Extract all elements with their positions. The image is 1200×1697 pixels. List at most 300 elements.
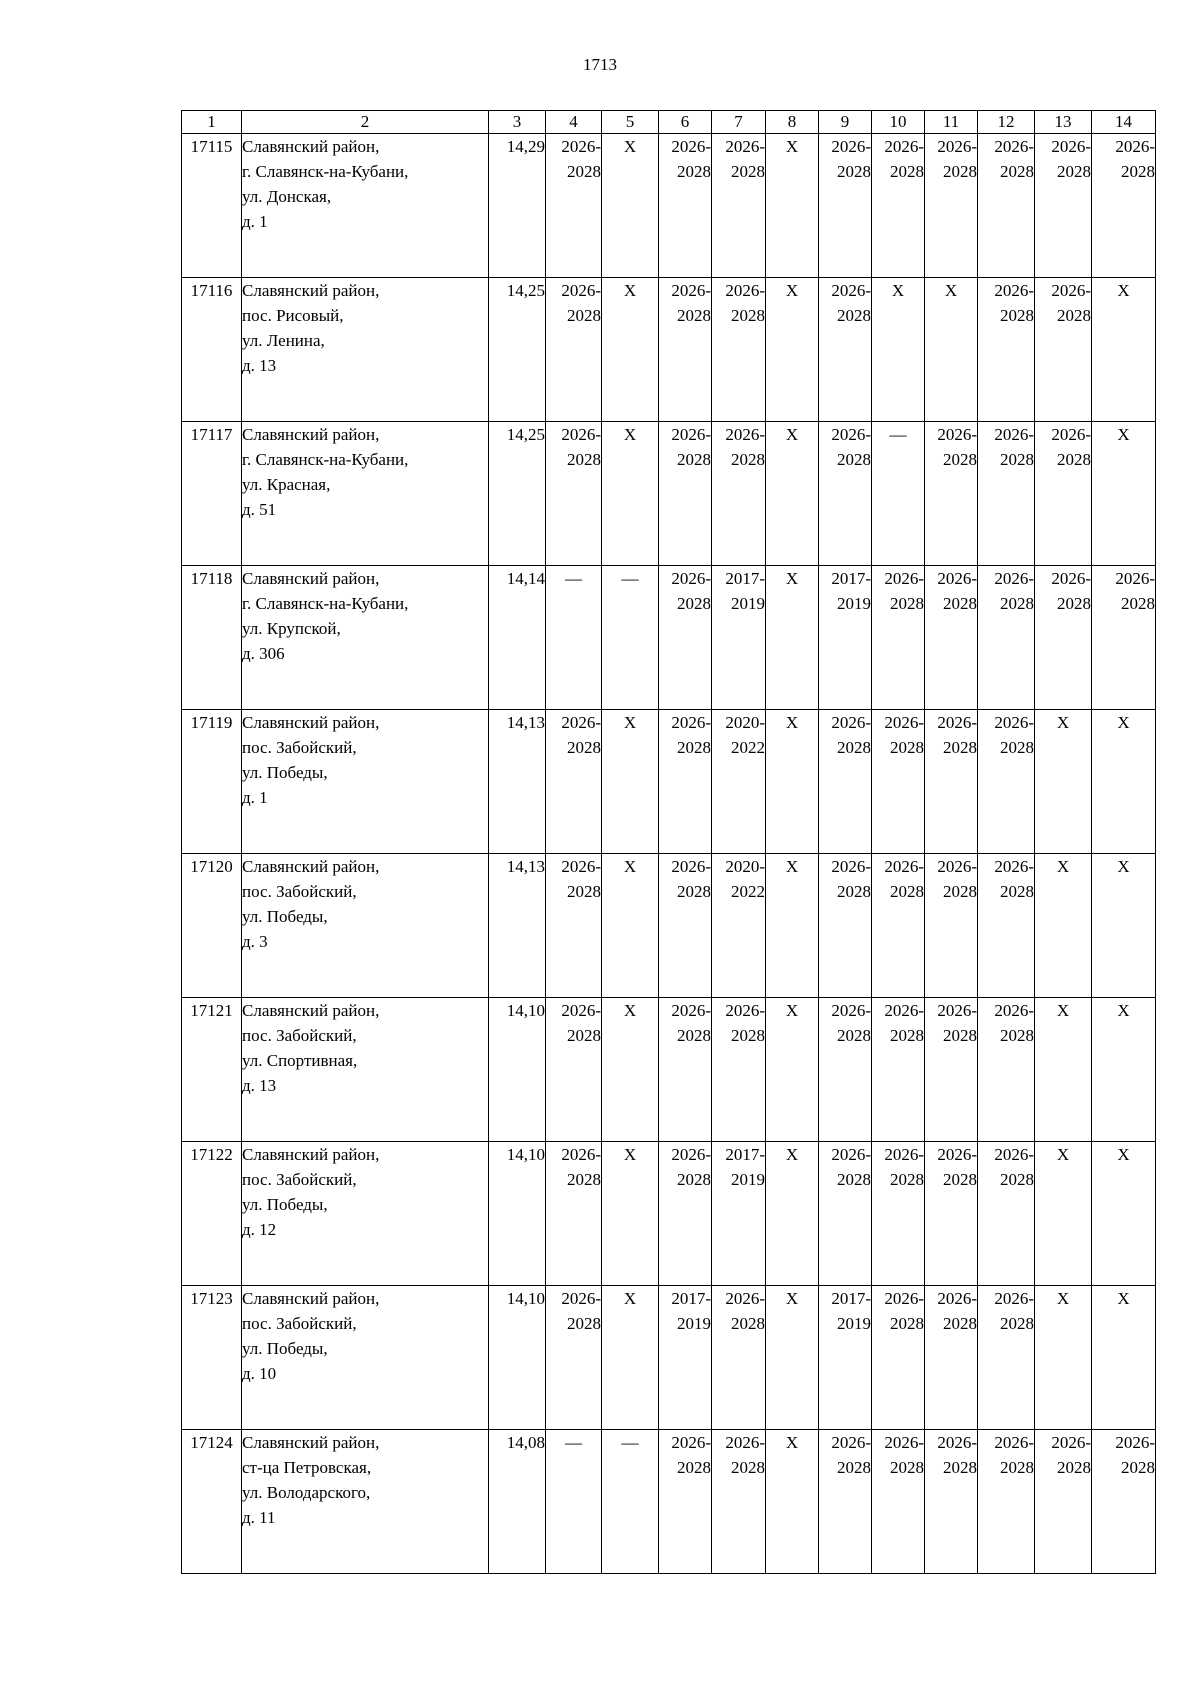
mark-text: X xyxy=(1056,857,1070,876)
period-text: 2022 xyxy=(731,738,765,757)
period-text: 2028 xyxy=(943,738,977,757)
period-text: 2026- xyxy=(937,137,977,156)
period-text: 2028 xyxy=(943,594,977,613)
address-line: д. 10 xyxy=(242,1364,277,1383)
period-cell-c10 xyxy=(872,1430,925,1574)
period-cell-c12 xyxy=(978,710,1035,854)
period-cell-c8 xyxy=(766,1142,819,1286)
address-line: ул. Красная, xyxy=(242,475,331,494)
column-header: 4 xyxy=(546,111,602,134)
table-row xyxy=(182,422,1156,566)
column-header: 1 xyxy=(182,111,242,134)
column-header: 13 xyxy=(1035,111,1092,134)
period-cell-c8 xyxy=(766,854,819,998)
period-text: 2026- xyxy=(994,713,1034,732)
row-number: 17124 xyxy=(182,1430,242,1574)
period-text: 2026- xyxy=(1051,569,1091,588)
table-row xyxy=(182,854,1156,998)
period-cell-c14 xyxy=(1092,1430,1156,1574)
period-cell-c6 xyxy=(659,278,712,422)
address-line: Славянский район, xyxy=(242,1001,380,1020)
period-cell-c7 xyxy=(712,566,766,710)
period-cell-c5 xyxy=(602,1142,659,1286)
period-text: 2028 xyxy=(1057,306,1091,325)
period-text: 2028 xyxy=(731,162,765,181)
period-cell-c4 xyxy=(546,278,602,422)
period-cell-c13 xyxy=(1035,1286,1092,1430)
period-text: 2028 xyxy=(943,1026,977,1045)
row-number: 17119 xyxy=(182,710,242,854)
period-cell-c10 xyxy=(872,278,925,422)
mark-text: X xyxy=(1117,281,1130,300)
period-text: 2019 xyxy=(677,1314,711,1333)
period-text: 2026- xyxy=(937,1001,977,1020)
address-line: пос. Забойский, xyxy=(242,1170,357,1189)
period-cell-c5 xyxy=(602,278,659,422)
address-line: г. Славянск-на-Кубани, xyxy=(242,450,409,469)
period-cell-c11 xyxy=(925,134,978,278)
period-cell-c9 xyxy=(819,1286,872,1430)
column-header: 14 xyxy=(1092,111,1156,134)
period-cell-c5 xyxy=(602,1286,659,1430)
address-cell xyxy=(242,854,489,998)
period-text: 2026- xyxy=(994,425,1034,444)
address-cell xyxy=(242,998,489,1142)
period-text: 2026- xyxy=(994,1289,1034,1308)
address-line: Славянский район, xyxy=(242,281,380,300)
mark-text: X xyxy=(623,425,637,444)
period-text: 2022 xyxy=(731,882,765,901)
period-text: 2028 xyxy=(890,1026,924,1045)
period-cell-c4 xyxy=(546,1286,602,1430)
area-value: 14,10 xyxy=(489,1286,546,1430)
mark-text: X xyxy=(623,713,637,732)
period-text: 2028 xyxy=(837,162,871,181)
period-text: 2026- xyxy=(884,137,924,156)
mark-text: X xyxy=(785,857,799,876)
period-text: 2028 xyxy=(837,738,871,757)
period-text: 2026- xyxy=(831,425,871,444)
period-cell-c13 xyxy=(1035,710,1092,854)
address-cell xyxy=(242,134,489,278)
period-cell-c14 xyxy=(1092,566,1156,710)
address-cell xyxy=(242,1142,489,1286)
period-cell-c13 xyxy=(1035,1430,1092,1574)
period-cell-c7 xyxy=(712,422,766,566)
mark-text: X xyxy=(623,1001,637,1020)
period-text: 2028 xyxy=(567,162,601,181)
mark-text: X xyxy=(785,1001,799,1020)
period-cell-c14 xyxy=(1092,854,1156,998)
column-header: 9 xyxy=(819,111,872,134)
address-line: Славянский район, xyxy=(242,137,380,156)
period-text: 2026- xyxy=(831,281,871,300)
area-value: 14,13 xyxy=(489,854,546,998)
period-text: 2026- xyxy=(994,857,1034,876)
period-cell-c12 xyxy=(978,278,1035,422)
period-cell-c11 xyxy=(925,1430,978,1574)
period-cell-c14 xyxy=(1092,998,1156,1142)
period-text: 2028 xyxy=(1121,162,1155,181)
period-cell-c5 xyxy=(602,1430,659,1574)
period-text: 2017- xyxy=(831,1289,871,1308)
period-text: 2028 xyxy=(890,1170,924,1189)
period-cell-c6 xyxy=(659,134,712,278)
period-cell-c5 xyxy=(602,566,659,710)
period-text: 2028 xyxy=(567,1314,601,1333)
period-text: 2028 xyxy=(890,1314,924,1333)
period-text: 2026- xyxy=(1051,281,1091,300)
address-line: д. 3 xyxy=(242,932,268,951)
area-value: 14,25 xyxy=(489,422,546,566)
page-number: 1713 xyxy=(583,55,617,74)
mark-text: X xyxy=(1056,1289,1070,1308)
period-cell-c6 xyxy=(659,710,712,854)
period-cell-c14 xyxy=(1092,278,1156,422)
period-cell-c12 xyxy=(978,1142,1035,1286)
period-cell-c4 xyxy=(546,998,602,1142)
period-cell-c13 xyxy=(1035,1142,1092,1286)
period-text: 2028 xyxy=(567,738,601,757)
period-cell-c4 xyxy=(546,710,602,854)
period-cell-c7 xyxy=(712,134,766,278)
period-text: 2026- xyxy=(671,1001,711,1020)
period-cell-c8 xyxy=(766,278,819,422)
period-text: 2026- xyxy=(884,1433,924,1452)
period-cell-c9 xyxy=(819,278,872,422)
column-header: 11 xyxy=(925,111,978,134)
period-text: 2028 xyxy=(890,882,924,901)
period-text: 2028 xyxy=(1000,162,1034,181)
period-text: 2026- xyxy=(884,1289,924,1308)
row-number: 17117 xyxy=(182,422,242,566)
period-cell-c7 xyxy=(712,1142,766,1286)
period-text: 2026- xyxy=(725,1289,765,1308)
period-text: 2028 xyxy=(1057,594,1091,613)
period-text: 2028 xyxy=(731,450,765,469)
mark-text: X xyxy=(1117,713,1130,732)
period-cell-c11 xyxy=(925,278,978,422)
area-value: 14,14 xyxy=(489,566,546,710)
period-text: 2026- xyxy=(1115,1433,1155,1452)
period-cell-c4 xyxy=(546,1142,602,1286)
period-text: 2017- xyxy=(671,1289,711,1308)
period-text: 2028 xyxy=(837,882,871,901)
mark-text: X xyxy=(785,1433,799,1452)
period-cell-c6 xyxy=(659,854,712,998)
period-cell-c8 xyxy=(766,566,819,710)
period-cell-c6 xyxy=(659,422,712,566)
period-cell-c10 xyxy=(872,422,925,566)
mark-text: X xyxy=(1117,1289,1130,1308)
period-text: 2028 xyxy=(567,1170,601,1189)
address-line: пос. Забойский, xyxy=(242,738,357,757)
period-text: 2028 xyxy=(943,1458,977,1477)
row-number: 17118 xyxy=(182,566,242,710)
period-text: 2026- xyxy=(994,1001,1034,1020)
period-text: 2026- xyxy=(831,1145,871,1164)
period-cell-c12 xyxy=(978,1430,1035,1574)
period-text: 2026- xyxy=(561,1001,601,1020)
area-value: 14,08 xyxy=(489,1430,546,1574)
period-cell-c4 xyxy=(546,1430,602,1574)
period-text: 2019 xyxy=(731,594,765,613)
address-line: Славянский район, xyxy=(242,425,380,444)
period-cell-c4 xyxy=(546,422,602,566)
period-cell-c9 xyxy=(819,1430,872,1574)
period-text: 2028 xyxy=(837,450,871,469)
table-row xyxy=(182,134,1156,278)
mark-text: — xyxy=(565,569,582,588)
period-text: 2019 xyxy=(837,1314,871,1333)
period-text: 2028 xyxy=(677,306,711,325)
period-text: 2028 xyxy=(677,738,711,757)
period-text: 2028 xyxy=(1000,594,1034,613)
period-text: 2028 xyxy=(731,1026,765,1045)
period-cell-c11 xyxy=(925,854,978,998)
period-text: 2026- xyxy=(937,1289,977,1308)
period-text: 2026- xyxy=(671,713,711,732)
period-cell-c8 xyxy=(766,1286,819,1430)
mark-text: X xyxy=(785,137,799,156)
period-text: 2028 xyxy=(567,1026,601,1045)
column-header: 12 xyxy=(978,111,1035,134)
period-text: 2017- xyxy=(831,569,871,588)
address-line: д. 13 xyxy=(242,1076,277,1095)
period-cell-c8 xyxy=(766,1430,819,1574)
table-row xyxy=(182,998,1156,1142)
address-line: пос. Забойский, xyxy=(242,1026,357,1045)
address-line: д. 11 xyxy=(242,1508,276,1527)
mark-text: X xyxy=(623,1289,637,1308)
period-text: 2026- xyxy=(561,281,601,300)
period-text: 2026- xyxy=(725,1001,765,1020)
period-cell-c12 xyxy=(978,134,1035,278)
period-cell-c9 xyxy=(819,566,872,710)
period-text: 2026- xyxy=(1115,137,1155,156)
address-line: ул. Володарского, xyxy=(242,1483,371,1502)
period-text: 2028 xyxy=(1000,1458,1034,1477)
period-cell-c5 xyxy=(602,998,659,1142)
period-cell-c9 xyxy=(819,422,872,566)
mark-text: X xyxy=(891,281,905,300)
address-line: Славянский район, xyxy=(242,1145,380,1164)
period-cell-c10 xyxy=(872,1286,925,1430)
period-text: 2028 xyxy=(1000,306,1034,325)
period-text: 2026- xyxy=(831,137,871,156)
address-line: ул. Ленина, xyxy=(242,331,325,350)
column-header: 3 xyxy=(489,111,546,134)
period-cell-c4 xyxy=(546,854,602,998)
period-text: 2026- xyxy=(561,425,601,444)
mark-text: X xyxy=(1117,857,1130,876)
row-number: 17120 xyxy=(182,854,242,998)
column-header: 5 xyxy=(602,111,659,134)
mark-text: X xyxy=(785,569,799,588)
period-cell-c14 xyxy=(1092,1286,1156,1430)
period-cell-c14 xyxy=(1092,1142,1156,1286)
period-cell-c12 xyxy=(978,998,1035,1142)
address-line: г. Славянск-на-Кубани, xyxy=(242,162,409,181)
period-text: 2026- xyxy=(937,713,977,732)
period-text: 2019 xyxy=(837,594,871,613)
period-text: 2020- xyxy=(725,857,765,876)
period-text: 2028 xyxy=(837,306,871,325)
area-value: 14,13 xyxy=(489,710,546,854)
period-cell-c14 xyxy=(1092,422,1156,566)
period-cell-c8 xyxy=(766,422,819,566)
column-header: 7 xyxy=(712,111,766,134)
period-text: 2026- xyxy=(1051,425,1091,444)
period-text: 2026- xyxy=(671,281,711,300)
mark-text: X xyxy=(1117,1001,1130,1020)
area-value: 14,25 xyxy=(489,278,546,422)
address-line: ул. Донская, xyxy=(242,187,332,206)
period-cell-c13 xyxy=(1035,422,1092,566)
mark-text: X xyxy=(785,1289,799,1308)
period-text: 2028 xyxy=(677,1458,711,1477)
address-cell xyxy=(242,422,489,566)
table-row xyxy=(182,566,1156,710)
period-text: 2026- xyxy=(994,137,1034,156)
period-text: 2026- xyxy=(994,1433,1034,1452)
address-line: ул. Спортивная, xyxy=(242,1051,358,1070)
period-text: 2026- xyxy=(725,1433,765,1452)
period-text: 2017- xyxy=(725,569,765,588)
address-line: Славянский район, xyxy=(242,857,380,876)
period-cell-c13 xyxy=(1035,278,1092,422)
header-row xyxy=(182,111,1156,134)
period-cell-c8 xyxy=(766,998,819,1142)
mark-text: — xyxy=(889,425,907,444)
mark-text: X xyxy=(785,281,799,300)
mark-text: X xyxy=(623,1145,637,1164)
period-text: 2026- xyxy=(671,1145,711,1164)
period-text: 2028 xyxy=(677,1170,711,1189)
address-line: пос. Забойский, xyxy=(242,882,357,901)
row-number: 17122 xyxy=(182,1142,242,1286)
period-text: 2028 xyxy=(677,594,711,613)
period-cell-c6 xyxy=(659,1142,712,1286)
column-header: 2 xyxy=(242,111,489,134)
period-text: 2028 xyxy=(731,1458,765,1477)
address-line: д. 1 xyxy=(242,788,268,807)
period-text: 2028 xyxy=(943,882,977,901)
address-line: ст-ца Петровская, xyxy=(242,1458,372,1477)
mark-text: — xyxy=(621,1433,639,1452)
period-cell-c7 xyxy=(712,1286,766,1430)
mark-text: X xyxy=(1117,1145,1130,1164)
period-cell-c8 xyxy=(766,710,819,854)
period-text: 2026- xyxy=(937,569,977,588)
address-line: ул. Крупской, xyxy=(242,619,341,638)
period-text: 2026- xyxy=(831,713,871,732)
period-text: 2028 xyxy=(677,450,711,469)
row-number: 17121 xyxy=(182,998,242,1142)
period-cell-c11 xyxy=(925,1142,978,1286)
table-row xyxy=(182,1430,1156,1574)
period-cell-c12 xyxy=(978,854,1035,998)
period-cell-c9 xyxy=(819,1142,872,1286)
period-cell-c10 xyxy=(872,854,925,998)
period-text: 2026- xyxy=(937,425,977,444)
period-text: 2026- xyxy=(671,569,711,588)
row-number: 17115 xyxy=(182,134,242,278)
mark-text: X xyxy=(1056,1001,1070,1020)
period-cell-c11 xyxy=(925,998,978,1142)
period-text: 2026- xyxy=(937,1433,977,1452)
area-value: 14,10 xyxy=(489,998,546,1142)
period-cell-c10 xyxy=(872,710,925,854)
period-cell-c8 xyxy=(766,134,819,278)
period-text: 2028 xyxy=(837,1170,871,1189)
address-line: д. 1 xyxy=(242,212,268,231)
address-line: Славянский район, xyxy=(242,1289,380,1308)
period-cell-c13 xyxy=(1035,854,1092,998)
period-text: 2028 xyxy=(943,162,977,181)
period-text: 2026- xyxy=(725,281,765,300)
address-cell xyxy=(242,278,489,422)
period-text: 2028 xyxy=(1057,1458,1091,1477)
mark-text: X xyxy=(785,713,799,732)
period-text: 2028 xyxy=(890,1458,924,1477)
period-text: 2026- xyxy=(884,569,924,588)
period-text: 2026- xyxy=(671,1433,711,1452)
period-text: 2026- xyxy=(561,1289,601,1308)
period-cell-c12 xyxy=(978,422,1035,566)
row-number: 17123 xyxy=(182,1286,242,1430)
column-header: 10 xyxy=(872,111,925,134)
address-cell xyxy=(242,1430,489,1574)
mark-text: X xyxy=(1117,425,1130,444)
period-cell-c6 xyxy=(659,1286,712,1430)
period-text: 2028 xyxy=(1000,738,1034,757)
table-row xyxy=(182,278,1156,422)
period-cell-c14 xyxy=(1092,710,1156,854)
period-cell-c7 xyxy=(712,854,766,998)
period-cell-c10 xyxy=(872,998,925,1142)
period-text: 2028 xyxy=(943,1170,977,1189)
period-text: 2028 xyxy=(1121,1458,1155,1477)
table-row xyxy=(182,1286,1156,1430)
period-cell-c6 xyxy=(659,1430,712,1574)
period-text: 2028 xyxy=(1057,162,1091,181)
mark-text: X xyxy=(785,1145,799,1164)
period-text: 2028 xyxy=(1000,450,1034,469)
row-number: 17116 xyxy=(182,278,242,422)
area-value: 14,10 xyxy=(489,1142,546,1286)
address-line: пос. Забойский, xyxy=(242,1314,357,1333)
mark-text: X xyxy=(623,857,637,876)
period-text: 2026- xyxy=(561,857,601,876)
area-value: 14,29 xyxy=(489,134,546,278)
address-cell xyxy=(242,566,489,710)
period-cell-c13 xyxy=(1035,998,1092,1142)
period-text: 2026- xyxy=(994,1145,1034,1164)
period-cell-c6 xyxy=(659,566,712,710)
period-text: 2028 xyxy=(731,1314,765,1333)
address-cell xyxy=(242,1286,489,1430)
period-cell-c9 xyxy=(819,710,872,854)
period-cell-c7 xyxy=(712,278,766,422)
period-cell-c5 xyxy=(602,134,659,278)
mark-text: X xyxy=(785,425,799,444)
address-line: ул. Победы, xyxy=(242,907,328,926)
period-cell-c11 xyxy=(925,566,978,710)
period-text: 2028 xyxy=(567,306,601,325)
period-text: 2028 xyxy=(677,162,711,181)
period-text: 2028 xyxy=(1121,594,1155,613)
